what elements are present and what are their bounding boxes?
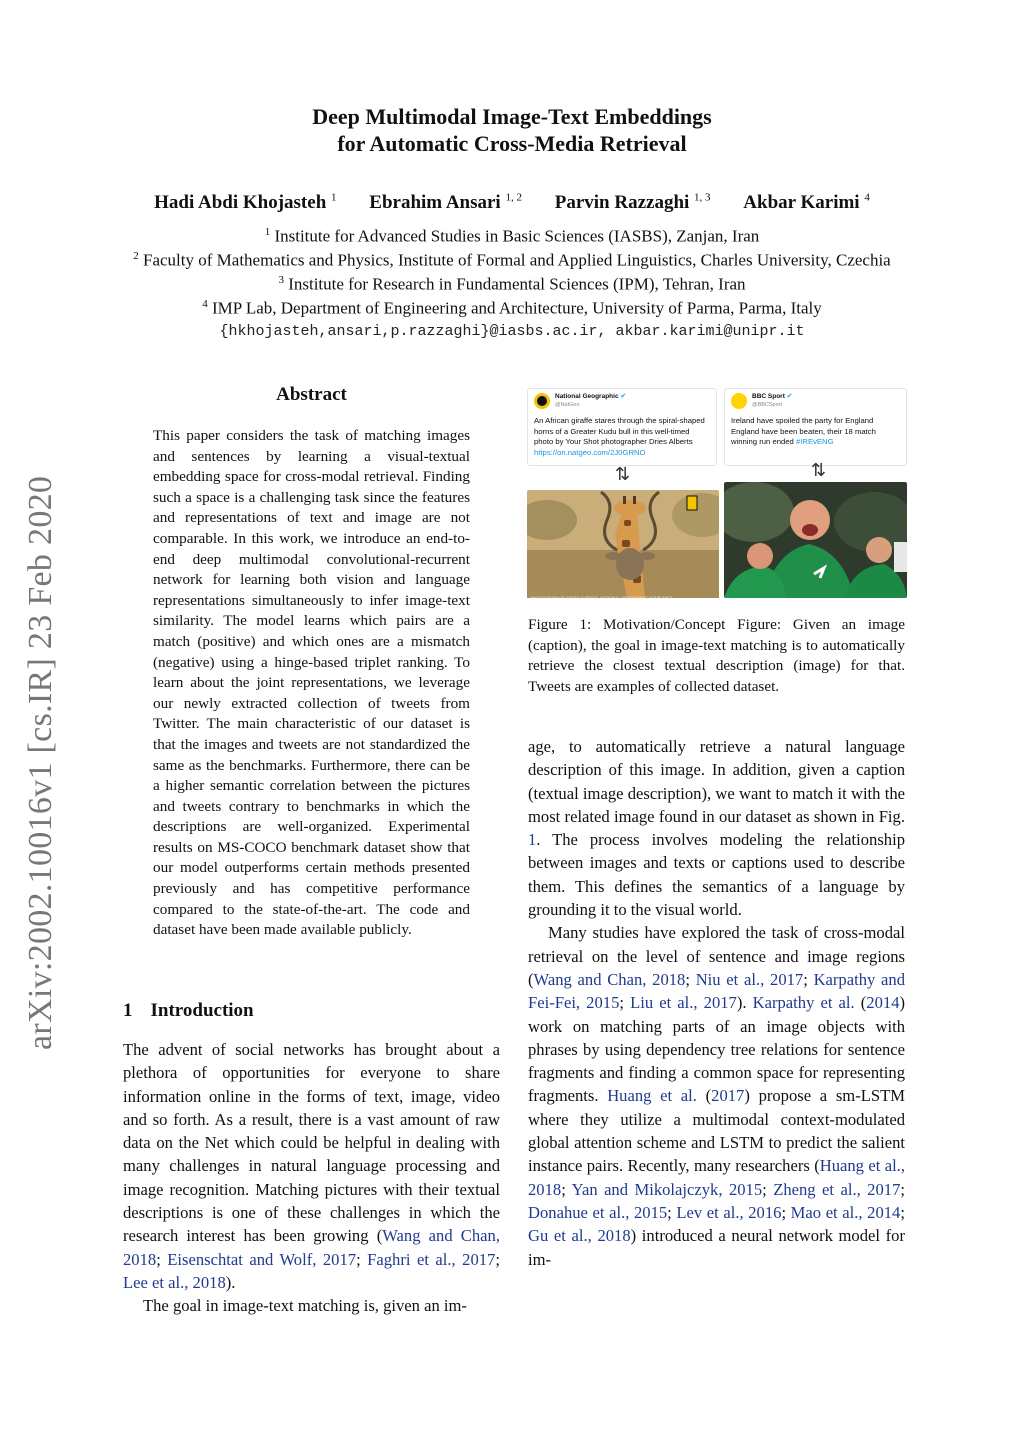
affiliation: $^1$ Institute for Advanced Studies in Basic Sciences (IASBS), Zanjan, Iran bbox=[264, 226, 760, 246]
giraffe-kudu-illustration bbox=[527, 490, 719, 598]
giraffe-kudu-photo bbox=[527, 490, 719, 602]
swap-arrows-icon: ⇅ bbox=[615, 464, 631, 485]
citation-link[interactable]: Zheng et al., 2017 bbox=[773, 1179, 901, 1199]
citation-link[interactable]: Wang and Chan, 2018 bbox=[123, 1226, 500, 1269]
abstract-heading: Abstract bbox=[276, 384, 347, 405]
rugby-players-illustration bbox=[724, 482, 907, 598]
verified-icon: ✔ bbox=[620, 393, 627, 400]
paragraph: The goal in image-text matching is, given an im- bbox=[143, 1296, 467, 1316]
citation-link[interactable]: Donahue et al., 2015 bbox=[528, 1202, 668, 1222]
tweet-card: National Geographic ✔ @NatGeo An African giraffe stares through the spiral-shaped horns of a Greater Kudu bull in this well-timed photo by Your Shot photographer Dries Alberts https://on.natgeo.com/2J0GRNO bbox=[527, 388, 717, 466]
tweet-link[interactable]: https://on.natgeo.com/2J0GRNO bbox=[534, 447, 646, 457]
citation-link[interactable]: Gu et al., 2018 bbox=[528, 1226, 631, 1246]
title-line-2: for Automatic Cross-Media Retrieval bbox=[337, 131, 687, 156]
author: Ebrahim Ansari $^{1, 2}$ bbox=[369, 192, 522, 214]
citation-year-link[interactable]: 2017 bbox=[711, 1086, 745, 1106]
author: Akbar Karimi $^4$ bbox=[743, 192, 870, 214]
affiliation: $^3$ Institute for Research in Fundamental Sciences (IPM), Tehran, Iran bbox=[278, 274, 746, 294]
citation-link[interactable]: Faghri et al., 2017 bbox=[367, 1249, 496, 1269]
affiliation: $^2$ Faculty of Mathematics and Physics, Institute of Formal and Applied Linguistics, Charles University, Czechia bbox=[133, 250, 891, 270]
paragraph: age, to automatically retrieve a natural language description of this image. In addition, given a caption (textual image description), we want to match it with the most related image found in our dataset as shown in Fig. 1. The process involves modeling the relationship between images and texts or captions used to describe them. This defines the semantics of a language by grounding it to the visual world. bbox=[528, 737, 905, 920]
citation-link[interactable]: Karpathy and Fei-Fei, 2015 bbox=[528, 969, 905, 1013]
title-line-1: Deep Multimodal Image-Text Embeddings bbox=[312, 104, 712, 129]
citation-year-link[interactable]: 2014 bbox=[866, 993, 900, 1013]
tweet-card: BBC Sport ✔ @BBCSport Ireland have spoiled the party for England England have been beaten, their 18 match winning run ended #IREvENG bbox=[724, 388, 907, 466]
paper-title bbox=[0, 103, 1024, 157]
author-emails: {hkhojasteh,ansari,p.razzaghi}@iasbs.ac.ir, akbar.karimi@unipr.it bbox=[219, 323, 805, 340]
citation-link[interactable]: Liu et al., 2017 bbox=[630, 993, 737, 1013]
paragraph: The advent of social networks has brought about a plethora of opportunities for everyone to share information online in the forms of text, image, video and so forth. As a result, there is a vast amount of raw data on the Net which could be helpful in dealing with many challenges in natural language processing and image recognition. Matching pictures with their textual descriptions is one of these challenges in which the research interest has been growing (Wang and Chan, 2018; Eisenschtat and Wolf, 2017; Faghri et al., 2017; Lee et al., 2018). bbox=[123, 1040, 500, 1292]
tweet-link[interactable]: #IREvENG bbox=[795, 437, 834, 447]
figure-1 bbox=[527, 388, 907, 600]
intro-right-column bbox=[528, 735, 905, 1271]
affiliation: $^4$ IMP Lab, Department of Engineering and Architecture, University of Parma, Parma, Italy bbox=[202, 298, 822, 318]
citation-link[interactable]: Lev et al., 2016 bbox=[676, 1202, 782, 1222]
citation-link[interactable]: Eisenschtat and Wolf, 2017 bbox=[167, 1249, 357, 1269]
author: Hadi Abdi Khojasteh $^1$ bbox=[154, 192, 337, 214]
author-list bbox=[0, 192, 1024, 214]
rugby-photo bbox=[724, 482, 907, 598]
citation-link[interactable]: Huang et al. bbox=[607, 1086, 697, 1106]
citation-link[interactable]: Yan and Mikolajczyk, 2015 bbox=[571, 1179, 763, 1199]
citation-link[interactable]: Wang and Chan, 2018 bbox=[533, 969, 686, 989]
citation-link[interactable]: Niu et al., 2017 bbox=[695, 969, 804, 989]
citation-link[interactable]: Karpathy et al. bbox=[752, 993, 855, 1013]
figure-reference-link[interactable]: 1 bbox=[528, 830, 537, 850]
swap-arrows-icon: ⇅ bbox=[811, 460, 827, 481]
citation-link[interactable]: Huang et al., 2018 bbox=[528, 1156, 905, 1199]
arxiv-identifier: arXiv:2002.10016v1 [cs.IR] 23 Feb 2020 bbox=[22, 475, 59, 1050]
bbc-sport-logo-icon bbox=[731, 393, 747, 409]
citation-link[interactable]: Mao et al., 2014 bbox=[790, 1202, 901, 1222]
intro-left-column bbox=[123, 1038, 500, 1318]
verified-icon: ✔ bbox=[786, 393, 793, 400]
figure-caption: Figure 1: Motivation/Concept Figure: Given an image (caption), the goal in image-text matching is to automatically retrieve the closest textual description (image) for that. Tweets are examples of collected dataset. bbox=[528, 616, 905, 695]
section-heading: 1 Introduction bbox=[123, 1000, 254, 1021]
author: Parvin Razzaghi $^{1, 3}$ bbox=[554, 192, 711, 214]
citation-link[interactable]: Lee et al., 2018 bbox=[123, 1272, 226, 1292]
abstract-body: This paper considers the task of matching images and sentences by learning a visual-textual embedding space for cross-modal retrieval. Finding such a space is a challenging task since the features and representations of text and image are not comparable. In this work, we introduce an end-to-end deep multimodal convolutional-recurrent network for learning both vision and language representations simultaneously to infer image-text similarity. The model learns which pairs are a match (positive) and which ones are a mismatch (negative) using a hinge-based triplet ranking. To learn about the joint representations, we leverage our newly extracted collection of tweets from Twitter. The main characteristic of our dataset is that the images and tweets are not standardized the same as the benchmarks. Furthermore, there can be a higher semantic correlation between the pictures and tweets contrary to benchmarks in which the descriptions are well-organized. Experimental results on MS-COCO benchmark dataset show that our model outperforms certain methods presented previously and has competitive performance compared to the state-of-the-art. The code and dataset have been made available publicly. bbox=[153, 427, 470, 939]
paragraph: Many studies have explored the task of cross-modal retrieval on the level of sentence and image regions (Wang and Chan, 2018; Niu et al., 2017; Karpathy and Fei-Fei, 2015; Liu et al., 2017). Karpathy et al. (2014) work on matching parts of an image objects with phrases by using dependency tree relations for sentence fragments and finding a common space for representing fragments. Huang et al. (2017) propose a sm-LSTM where they utilize a multimodal context-modulated global attention scheme and LSTM to predict the salient instance pairs. Recently, many researchers (Huang et al., 2018; Yan and Mikolajczyk, 2015; Zheng et al., 2017; Donahue et al., 2015; Lev et al., 2016; Mao et al., 2014; Gu et al., 2018) introduced a neural network model for im- bbox=[528, 923, 906, 1269]
photo-credit: PHOTOGRAPH BY DRIES ALBERTS, NATIONAL GEOGRAPHIC YOUR SHOT bbox=[531, 595, 673, 600]
natgeo-logo-icon bbox=[534, 393, 550, 409]
